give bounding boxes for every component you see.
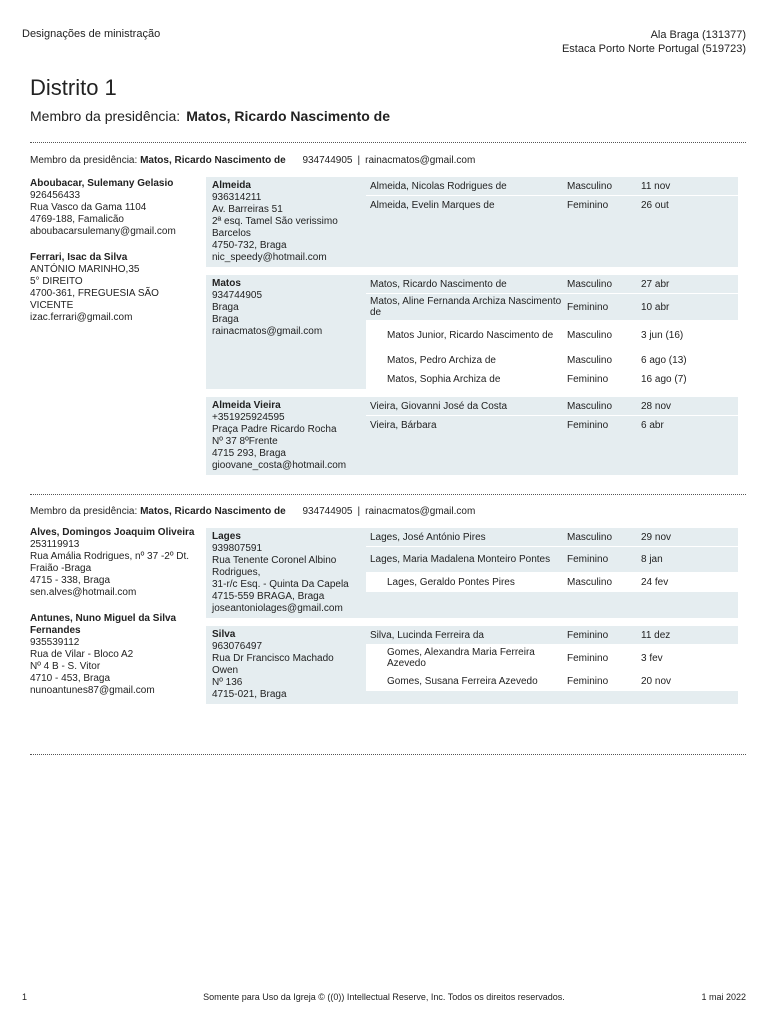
member-name: Matos, Ricardo Nascimento de [370, 278, 507, 290]
divider [30, 754, 746, 755]
family-phone: 939807591 [212, 543, 263, 554]
member-row [366, 351, 738, 370]
member-name: Silva, Lucinda Ferreira da [370, 629, 484, 641]
family-email[interactable]: joseantoniolages@gmail.com [212, 603, 343, 614]
member-birthday: 3 jun (16) [641, 330, 684, 341]
page-number: 1 [22, 992, 28, 1002]
member-birthday: 10 abr [641, 301, 670, 313]
family-card [206, 177, 738, 267]
member-birthday: 3 fev [641, 652, 663, 664]
member-list [366, 528, 738, 618]
companion-email[interactable]: sen.alves@hotmail.com [30, 587, 137, 598]
family-address: Praça Padre Ricardo Rocha [212, 424, 337, 435]
family-info [206, 397, 366, 475]
member-sex: Feminino [567, 629, 609, 641]
member-sex: Feminino [567, 374, 609, 385]
family-address: Nº 136 [212, 677, 243, 688]
member-name: Almeida, Nicolas Rodrigues de [370, 180, 507, 192]
member-list [366, 397, 738, 475]
member-row [366, 196, 738, 215]
companion-address: Nº 4 B - S. Vitor [30, 661, 101, 672]
companion-address: 4710 - 453, Braga [30, 673, 111, 684]
member-name: Matos Junior, Ricardo Nascimento de [366, 328, 567, 343]
companion-address: 4769-188, Famalicão [30, 214, 124, 225]
companion-address: 4715 - 338, Braga [30, 575, 111, 586]
group-label: Membro da presidência: [30, 155, 138, 166]
member-name: Almeida, Evelin Marques de [370, 200, 495, 211]
family-phone: 934744905 [212, 290, 263, 301]
member-row [366, 645, 738, 672]
family-info [206, 177, 366, 267]
member-row [366, 177, 738, 196]
family-card [206, 626, 738, 704]
family-info [206, 626, 366, 704]
companion [30, 178, 206, 238]
member-sex: Feminino [567, 652, 609, 664]
family-address: Braga [212, 302, 239, 313]
presidency-line [30, 108, 390, 124]
family-address: Braga [212, 314, 239, 325]
family-address: 4715 293, Braga [212, 448, 286, 459]
member-name: Lages, José António Pires [370, 531, 486, 543]
member-row [366, 573, 738, 592]
group-email[interactable]: rainacmatos@gmail.com [365, 155, 476, 166]
family-address: Rua Tenente Coronel Albino Rodrigues, [212, 555, 337, 578]
separator: | [357, 155, 361, 166]
member-name: Gomes, Susana Ferreira Azevedo [366, 674, 567, 689]
member-row [366, 416, 738, 435]
member-birthday: 6 ago (13) [641, 354, 687, 366]
member-name: Vieira, Bárbara [370, 420, 437, 431]
member-sex: Feminino [567, 200, 609, 211]
family-address: 4750-732, Braga [212, 240, 287, 251]
companion-address: ANTÓNIO MARINHO,35 [30, 264, 140, 275]
member-sex: Masculino [567, 278, 613, 290]
family-name: Silva [212, 629, 236, 640]
group-header [30, 506, 738, 524]
companion-email[interactable]: nunoantunes87@gmail.com [30, 685, 155, 696]
family-address: 31-r/c Esq. - Quinta Da Capela [212, 579, 349, 590]
companion-phone: 935539112 [30, 637, 80, 648]
group-phone: 934744905 [302, 155, 353, 166]
member-name: Matos, Sophia Archiza de [366, 372, 567, 387]
member-row [366, 672, 738, 691]
member-name: Matos, Pedro Archiza de [366, 353, 567, 368]
member-row [366, 397, 738, 416]
companion-address: 5° DIREITO [30, 276, 83, 287]
family-address: Av. Barreiras 51 [212, 204, 283, 215]
family-name: Almeida [212, 180, 251, 191]
member-birthday: 24 fev [641, 577, 669, 588]
member-sex: Feminino [567, 301, 609, 313]
family-address: 2ª esq. Tamel São verissimo [212, 216, 338, 227]
member-birthday: 28 nov [641, 400, 672, 412]
family-email[interactable]: gioovane_costa@hotmail.com [212, 460, 347, 471]
member-sex: Feminino [567, 676, 609, 687]
group-label: Membro da presidência: [30, 506, 138, 517]
companion-address: Fraião -Braga [30, 563, 92, 574]
member-name: Lages, Maria Madalena Monteiro Pontes [370, 554, 551, 565]
member-list [366, 275, 738, 389]
family-info [206, 528, 366, 618]
copyright: Somente para Uso da Igreja © ((0)) Intellectual Reserve, Inc. Todos os direitos reservados. [203, 992, 565, 1002]
companion-phone: 253119913 [30, 539, 80, 550]
presidency-name: Matos, Ricardo Nascimento de [186, 108, 391, 124]
group-1 [30, 155, 738, 471]
companion-phone: 926456433 [30, 190, 81, 201]
families [206, 177, 738, 483]
member-name: Lages, Geraldo Pontes Pires [366, 575, 567, 590]
member-sex: Feminino [567, 554, 609, 565]
member-birthday: 29 nov [641, 531, 672, 543]
unit-info [562, 28, 746, 56]
member-row [366, 547, 738, 573]
group-leader: Matos, Ricardo Nascimento de [140, 506, 286, 517]
member-list [366, 626, 738, 704]
family-email[interactable]: rainacmatos@gmail.com [212, 326, 323, 337]
family-phone: 936314211 [212, 192, 262, 203]
member-row [366, 626, 738, 645]
companions [30, 178, 206, 338]
member-row [366, 294, 738, 321]
ward-name: Ala Braga (131377) [650, 29, 746, 41]
member-row [366, 528, 738, 547]
member-birthday: 6 abr [641, 420, 664, 431]
family-address: 4715-021, Braga [212, 689, 287, 700]
divider [30, 494, 746, 495]
family-name: Matos [212, 278, 241, 289]
print-date: 1 mai 2022 [701, 992, 746, 1002]
group-header [30, 155, 738, 173]
divider [30, 142, 746, 143]
member-birthday: 26 out [641, 200, 669, 211]
family-address: Barcelos [212, 228, 251, 239]
member-sex: Masculino [567, 531, 613, 543]
report-title: Designações de ministração [22, 28, 161, 40]
companion-address: VICENTE [30, 300, 74, 311]
family-info [206, 275, 366, 389]
companion-email[interactable]: aboubacarsulemany@gmail.com [30, 226, 176, 237]
companion-name: Alves, Domingos Joaquim Oliveira [30, 527, 195, 538]
companion [30, 613, 206, 697]
stake-name: Estaca Porto Norte Portugal (519723) [561, 43, 746, 55]
member-birthday: 8 jan [641, 554, 663, 565]
member-birthday: 16 ago (7) [641, 374, 687, 385]
companions [30, 527, 206, 711]
member-sex: Masculino [567, 577, 613, 588]
member-sex: Masculino [567, 180, 613, 192]
family-card [206, 397, 738, 475]
companion-address: Rua Vasco da Gama 1104 [30, 202, 147, 213]
companion-email[interactable]: izac.ferrari@gmail.com [30, 312, 133, 323]
companion-address: 4700-361, FREGUESIA SÃO [30, 288, 159, 299]
district-title: Distrito 1 [30, 75, 117, 100]
companion [30, 252, 206, 324]
member-list [366, 177, 738, 267]
member-birthday: 20 nov [641, 676, 672, 687]
companion-name: Ferrari, Isac da Silva [30, 252, 128, 263]
companion-address: Rua de Vilar - Bloco A2 [30, 649, 134, 660]
member-birthday: 11 dez [641, 629, 671, 641]
member-sex: Masculino [567, 400, 613, 412]
family-address: 4715-559 BRAGA, Braga [212, 591, 325, 602]
family-name: Almeida Vieira [212, 400, 281, 411]
companion-name: Aboubacar, Sulemany Gelasio [30, 178, 174, 189]
family-address: Nº 37 8ºFrente [212, 436, 278, 447]
family-phone: 963076497 [212, 641, 263, 652]
member-sex: Masculino [567, 330, 613, 341]
member-row [366, 370, 738, 389]
member-sex: Masculino [567, 354, 613, 366]
family-email[interactable]: nic_speedy@hotmail.com [212, 252, 327, 263]
member-name: Gomes, Alexandra Maria Ferreira Azevedo [366, 645, 567, 671]
member-name: Vieira, Giovanni José da Costa [370, 400, 508, 412]
member-row [366, 275, 738, 294]
group-phone: 934744905 [302, 506, 353, 517]
companion [30, 527, 206, 599]
companion-address: Rua Amália Rodrigues, nº 37 -2º Dt. [30, 551, 190, 562]
family-phone: +351925924595 [212, 412, 285, 423]
member-birthday: 11 nov [641, 180, 671, 192]
member-row [366, 321, 738, 351]
member-birthday: 27 abr [641, 278, 670, 290]
family-address: Rua Dr Francisco Machado Owen [212, 653, 334, 676]
member-sex: Feminino [567, 420, 609, 431]
group-email[interactable]: rainacmatos@gmail.com [365, 506, 476, 517]
group-2 [30, 506, 738, 700]
separator: | [357, 506, 361, 517]
companion-name: Antunes, Nuno Miguel da Silva Fernandes [30, 613, 177, 636]
presidency-label: Membro da presidência: [30, 108, 181, 124]
family-card [206, 528, 738, 618]
member-name: Matos, Aline Fernanda Archiza Nascimento de [370, 296, 562, 318]
family-name: Lages [212, 531, 241, 542]
family-card [206, 275, 738, 389]
group-leader: Matos, Ricardo Nascimento de [140, 155, 286, 166]
families [206, 528, 738, 712]
